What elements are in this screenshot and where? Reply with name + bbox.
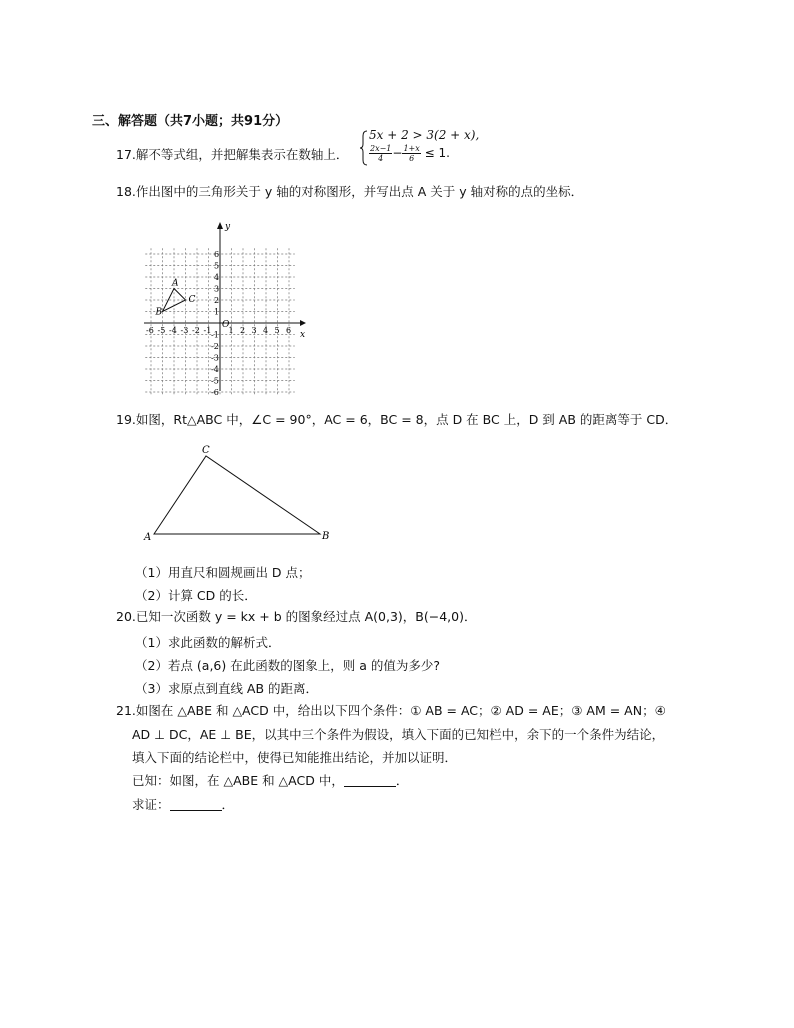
q21-line2: AD ⊥ DC，AE ⊥ BE，以其中三个条件为假设，填入下面的已知栏中，余下的一个条件为结论， [132,727,665,742]
y-tick-label: -1 [211,330,219,340]
q17-eq2 [369,144,450,163]
q17-eq1: 5x + 2 > 3(2 + x), [369,128,480,142]
x-axis-label: x [300,330,306,340]
q21-known-end: ． [395,773,409,788]
q17-frac1-den: 4 [378,154,384,163]
y-tick-label: 1 [214,307,220,317]
section-title: 三、解答题（共7小题；共91分） [92,114,289,129]
origin-label: O [222,320,230,330]
y-tick-label: 5 [214,261,220,271]
y-axis-arrow-icon [217,222,223,229]
y-tick-label: 3 [214,284,220,294]
q19-number: 19. [116,412,136,427]
q18-text: 作出图中的三角形关于 y 轴的对称图形，并写出点 A 关于 y 轴对称的点的坐标． [135,184,584,199]
x-tick-label: 1 [228,326,234,335]
q20-number: 20. [116,609,136,624]
q21-line1 [116,703,666,719]
q18-coordinate-grid [140,215,310,395]
q17-minus: − [392,146,403,160]
q17-stem [116,147,348,163]
q17-text: 解不等式组，并把解集表示在数轴上． [135,147,349,162]
x-tick-label: 5 [274,326,280,335]
x-tick-label: 3 [251,326,257,335]
q19-sub1: （1）用直尺和圆规画出 D 点； [135,565,311,580]
vertex-b-label: B [322,531,330,542]
q19-sub2: （2）计算 CD 的长． [135,588,257,603]
x-tick-label: 6 [286,326,292,335]
q18-stem [116,184,583,200]
q21-line3: 填入下面的结论栏中，使得已知能推出结论，并加以证明． [132,750,458,765]
point-c-label: C [188,295,196,305]
x-tick-label: -6 [146,326,154,335]
q17-frac2-num: 1+x [403,144,420,153]
x-axis-arrow-icon [300,320,306,326]
x-tick-label: 4 [263,326,269,335]
y-tick-label: -6 [211,388,219,395]
vertex-c-label: C [202,445,210,456]
q19-text: 如图，Rt△ABC 中，∠C = 90°，AC = 6，BC = 8，点 D 在 BC 上，D 到 AB 的距离等于 CD． [135,412,678,427]
x-tick-label: -5 [157,326,166,335]
y-tick-label: -3 [211,353,219,363]
q20-text: 已知一次函数 y = kx + b 的图象经过点 A(0,3)，B(−4,0)． [135,609,477,624]
vertex-a-label: A [144,532,152,543]
x-tick-label: -4 [169,326,177,335]
q20-sub2: （2）若点 (a,6) 在此函数的图象上，则 a 的值为多少? [135,658,440,673]
q19-triangle-figure [140,443,340,543]
y-axis-label: y [225,222,231,232]
q18-number: 18. [116,184,136,199]
q19-stem [116,412,677,428]
q21-prove [132,797,234,813]
x-tick-label: -2 [192,326,200,335]
y-tick-label: -5 [211,376,219,386]
y-tick-label: 6 [214,250,220,259]
q17-frac2 [402,144,420,163]
q17-frac1 [369,144,392,163]
brace-icon [360,130,368,166]
x-tick-label: -3 [180,326,189,335]
q17-frac1-num: 2x−1 [370,144,392,153]
q17-frac2-den: 6 [409,154,415,163]
triangle-abc-right [154,456,320,534]
q20-sub1: （1）求此函数的解析式． [135,635,281,650]
q17-eq2-tail: ≤ 1. [424,146,450,160]
y-tick-label: 2 [214,296,220,305]
q20-sub3: （3）求原点到直线 AB 的距离． [135,681,319,696]
y-tick-label: -4 [211,365,219,374]
known-answer-blank[interactable] [344,774,396,787]
x-tick-label: -1 [203,326,212,335]
q17-number: 17. [116,147,136,162]
x-tick-label: 2 [240,326,246,335]
q21-number: 21. [116,703,136,718]
prove-answer-blank[interactable] [170,798,222,811]
q20-stem [116,609,477,625]
y-tick-label: -2 [211,342,219,351]
q21-prove-end: ． [221,797,235,812]
q21-text-line1: 如图在 △ABE 和 △ACD 中，给出以下四个条件：① AB = AC；② AD = AE；③ AM = AN；④ [135,703,666,718]
point-a-label: A [172,278,179,289]
y-tick-label: 4 [214,273,220,282]
point-b-label: B [155,307,163,318]
q21-known [132,773,408,789]
q21-known-prefix: 已知：如图，在 △ABE 和 △ACD 中， [132,773,344,788]
q21-prove-prefix: 求证： [132,797,170,812]
